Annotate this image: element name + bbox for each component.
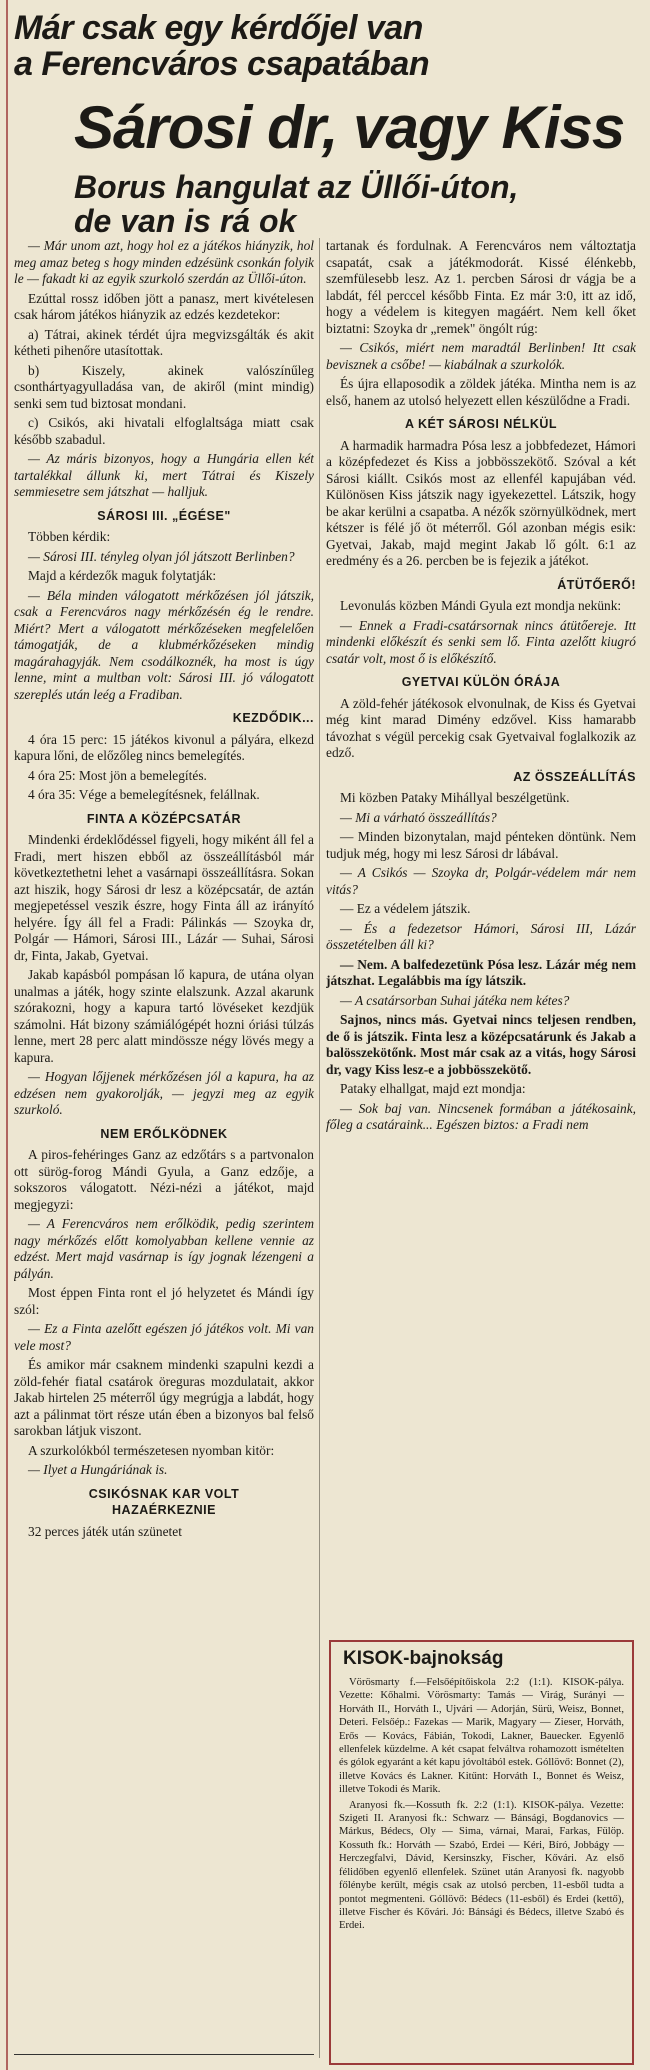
match-report: Aranyosi fk.—Kossuth fk. 2:2 (1:1). KISOK-pálya. Vezette: Szigeti II. Aranyosi fk.: Schwarz — Bánsági, Bogdanovics — Márkus, Bédecs, Oly — Sima, várnai, Marai, Farkas, Fülöp. Kossuth fk.: Horváth — Szabó, Erdei — Kéri, Bíró, Jobbágy — Herczegfalvi, Dávid, Kersinszky, Fischer, Kővári. Az első félidőben egyenlő ellenfelek. Szünet után Aranyosi fk. nagyobb főlénybe került, mégis csak az utolsó percben, 11-esből tudta a pontot megmenteni. Góllövő: Bédecs (11-esből) és Erdei (kettő), illetve Fischer és Kővári. Jó: Bánsági és Bédecs, illetve Szabó és Erdei. bbox=[339, 1799, 624, 1932]
paragraph: A harmadik harmadra Pósa lesz a jobbfedezet, Hámori a középfedezet és Kiss a jobbösszekötő. Szóval a két Sárosi kiállt. Csikós most az ellenfél kapujában véd. Különösen Kiss játszik nagy igyekezettel. Látszik, hogy be akar kerülni a csapatba. A nézők szörnyülködnek, mert kétszer is félé jő öt méterről. Gól azonban mégis esik: Gyetvai, Jakab, majd megint Jakab lő gólt. 6:1 az eredmény és a 26. percben be is fejezik a játékot. bbox=[326, 437, 636, 568]
paragraph: A piros-fehéringes Ganz az edzőtárs s a partvonalon ott sürög-forog Mándi Gyula, a Ganz edzője, a sokszoros válogatott. Nézi-nézi a játékot, majd megjegyzi: bbox=[14, 1147, 314, 1212]
paragraph: Majd a kérdezők maguk folytatják: bbox=[28, 568, 217, 583]
section-heading: AZ ÖSSZEÁLLÍTÁS bbox=[513, 769, 636, 784]
kisok-results-box bbox=[329, 1640, 634, 2065]
paragraph: A zöld-fehér játékosok elvonulnak, de Kiss és Gyetvai még kint marad Dimény edzővel. Kiss hamarabb távozhat s végül percekig csak Gyetvaival foglalkozik az edző. bbox=[326, 695, 636, 760]
section-heading: A KÉT SÁROSI NÉLKÜL bbox=[404, 417, 558, 431]
paragraph: 4 óra 15 perc: 15 játékos kivonul a pályára, elkezd kapura lőni, de előzőleg nincs bemelegítés. bbox=[14, 731, 314, 763]
paragraph: Mindenki érdeklődéssel figyeli, hogy miként áll fel a Fradi, mert hiszen ebből az összeállításból már következtethetni lehet a vasárnapi összeállításra. Sokan azt hiszik, hogy Sárosi dr lesz a középcsatár, de aztán megjepetéssel veszik észre, hogy Finta áll az irányító helyére. Így áll fel a Fradi: Pálinkás — Szoyka dr, Polgár — Hámori, Sárosi III., Lázár — Suhai, Sárosi dr, Finta, Jakab, Gyetvai. bbox=[14, 832, 314, 963]
paragraph: A szurkolókból természetesen nyomban kitör: bbox=[28, 1442, 275, 1458]
right-column bbox=[326, 238, 636, 1618]
left-column bbox=[14, 238, 314, 2058]
main-headline: Sárosi dr, vagy Kiss bbox=[74, 94, 625, 161]
paragraph: — Sárosi III. tényleg olyan jól játszott Berlinben? bbox=[28, 548, 295, 564]
section-heading: ÁTÜTŐERŐ! bbox=[557, 577, 636, 592]
paragraph: — A csatársorban Suhai játéka nem kétes? bbox=[340, 992, 570, 1008]
kicker-line-1: Már csak egy kérdőjel van bbox=[14, 9, 423, 47]
paragraph: — Ilyet a Hungáriának is. bbox=[28, 1462, 168, 1477]
paragraph: — És a fedezetsor Hámori, Sárosi III, Lázár összetételben áll ki? bbox=[326, 920, 636, 952]
paragraph: — Ez a védelem játszik. bbox=[340, 901, 471, 916]
paragraph: Most éppen Finta ront el jó helyzetet és Mándi így szól: bbox=[14, 1285, 314, 1317]
paragraph: — Minden bizonytalan, majd pénteken döntünk. Nem tudjuk még, hogy mi lesz Sárosi dr lábával. bbox=[326, 829, 636, 861]
paragraph: — Ennek a Fradi-csatársornak nincs átütőereje. Itt mindenki előkészít és senki sem lő. Finta azelőtt kiugró csatár volt, most ő is előkészítő. bbox=[326, 617, 636, 666]
paragraph: — A Csikós — Szoyka dr, Polgár-védelem már nem vitás? bbox=[326, 865, 636, 897]
section-heading: GYETVAI KÜLÖN ÓRÁJA bbox=[401, 675, 561, 689]
paragraph: Sajnos, nincs más. Gyetvai nincs teljesen rendben, de ő is játszik. Finta lesz a középcsatárunk és Jakab a balösszekötőnk. Most már csak az a vitás, hogy Sárosi dr, vagy Kiss lesz-e a jobbösszekötő. bbox=[326, 1012, 636, 1077]
column-divider bbox=[319, 238, 320, 2058]
section-heading: SÁROSI III. „ÉGÉSE" bbox=[97, 508, 231, 523]
paragraph: — Mi a várható összeállítás? bbox=[340, 809, 497, 825]
paragraph: Levonulás közben Mándi Gyula ezt mondja nekünk: bbox=[340, 598, 622, 613]
paragraph: És újra ellaposodik a zöldek játéka. Mintha nem is az első, hanem az utolsó helyezett ellen készülődne a Fradi. bbox=[326, 376, 636, 408]
section-heading: HAZAÉRKEZNIE bbox=[112, 1503, 216, 1517]
article-header bbox=[14, 10, 634, 238]
kicker-line-2: a Ferencváros csapatában bbox=[14, 45, 430, 83]
paragraph: 32 perces játék után szünetet bbox=[28, 1523, 182, 1539]
section-heading: NEM ERŐLKÖDNEK bbox=[100, 1126, 228, 1141]
paragraph: 4 óra 25: Most jön a bemelegítés. bbox=[28, 767, 207, 783]
paragraph: Többen kérdik: bbox=[28, 529, 111, 544]
paragraph: Pataky elhallgat, majd ezt mondja: bbox=[340, 1081, 526, 1096]
subheadline-2: de van is rá ok bbox=[74, 203, 297, 239]
paragraph: — Az máris bizonyos, hogy a Hungária ellen két tartalékkal állunk ki, mert Tátrai és Kiszely semmiesetre sem játszhat — halljuk. bbox=[14, 451, 314, 499]
paragraph: — Ez a Finta azelőtt egészen jó játékos volt. Mi van vele most? bbox=[14, 1321, 314, 1353]
paragraph: Mi közben Pataky Mihállyal beszélgetünk. bbox=[340, 790, 570, 805]
paragraph: Jakab kapásból pompásan lő kapura, de utána olyan unalmas a játék, hogy szinte elalszunk. Azzal akarunk szórakozni, hogy a kapura tartó lövéseket kezdjük számolni. Hát bizony számiálógépét hozni óriási túlzás lenne, mert 28 perc alatt mindössze négy lövés megy a kapura. bbox=[14, 967, 314, 1065]
paragraph: — Már unom azt, hogy hol ez a játékos hiányzik, hol meg amaz beteg s hogy minden edzésünk csonkán folyik le — fakadt ki az egyik szurkoló szerdán az Üllői-úton. bbox=[14, 238, 314, 286]
subheadline-1: Borus hangulat az Üllői-úton, bbox=[74, 169, 519, 205]
red-margin-rule bbox=[6, 0, 8, 2070]
kisok-title: KISOK-bajnokság bbox=[343, 1648, 504, 1669]
paragraph: c) Csikós, aki hivatali elfoglaltsága miatt csak később szabadul. bbox=[14, 415, 314, 447]
section-heading: FINTA A KÖZÉPCSATÁR bbox=[86, 811, 242, 826]
paragraph: — Csikós, miért nem maradtál Berlinben! Itt csak bevisznek a csőbe! — kiabálnak a szurkolók. bbox=[326, 340, 636, 372]
paragraph: — Béla minden válogatott mérkőzésen jól játszik, csak a Ferencváros nagy mérkőzésén ég le rendre. Miért? Mert a válogatott mérkőzéseken megfelelően támogatják, de a klubmérkőzéseken mindig magárahagyják. Nem csodálkoznék, ha most is úgy lenne, mint a multban volt: Sárosi III. jó válogatott szereplés után leég a Fradiban. bbox=[14, 587, 314, 702]
paragraph: tartanak és fordulnak. A Ferencváros nem változtatja csapatát, csak a játékmodorát. Kissé élénkebb, szemfülesebb lesz. Az 1. percben Sárosi dr vágja be a labdát, fél perccel később Finta. Ez már 3:0, itt az idő, hogy a védelem is kitegyen magáért. Nem kell őket biztatni: Szoyka dr „remek" öngólt rúg: bbox=[326, 238, 636, 336]
paragraph: b) Kiszely, akinek valószínűleg csonthártyagyulladása van, de akiről (mint mindig) senki sem tud biztosat mondani. bbox=[14, 362, 314, 411]
paragraph: a) Tátrai, akinek térdét újra megvizsgálták és akit kétheti pihenőre utasítottak. bbox=[14, 326, 314, 358]
paragraph: 4 óra 35: Vége a bemelegítésnek, felállnak. bbox=[28, 787, 260, 802]
section-heading: CSIKÓSNAK KAR VOLT bbox=[88, 1486, 240, 1501]
paragraph: — A Ferencváros nem erőlködik, pedig szerintem nagy mérkőzés előtt komolyabban kellene vennie az edzést. Mert majd vasárnap is így jognak lézengeni a pályán. bbox=[14, 1216, 314, 1281]
paragraph: És amikor már csaknem mindenki szapulni kezdi a zöld-fehér fiatal csatárok öreguras mozdulatait, akkor Jakab hirtelen 25 méterről úgy megrúgja a labdát, hogy azt a pálinmat tört része után ében a bizonyos bal felső sarokban látjuk viszont. bbox=[14, 1357, 314, 1438]
paragraph: — Nem. A balfedezetünk Pósa lesz. Lázár még nem játszhat. Legalábbis ma így látszik. bbox=[326, 956, 636, 988]
paragraph: — Hogyan lőjjenek mérkőzésen jól a kapura, ha az edzésen nem gyakorolják, — jegyzi meg az egyik szurkoló. bbox=[14, 1069, 314, 1117]
match-report: Vörösmarty f.—Felsőépítőiskola 2:2 (1:1). KISOK-pálya. Vezette: Kőhalmi. Vörösmarty: Tamás — Virág, Surányi — Horváth II., Horváth I., Ujvári — Adorján, Sürü, Weisz, Bonnet, Deteri. Felsőép.: Fazekas — Marik, Magyary — Zieser, Horváth, Erős — Kovács, Fábián, Tokodi, Lakner, Bauecker. Egyenlő ellenfelek küzdelme. A két csapat felváltva rohamozott ismételten és gólok egyaránt a két kapu jóvoltából estek. Góllövő: Bonnet (2), illetve Kovács és Lakner. Kitűnt: Horváth I., Bonnet és Weisz, illetve Tokodi és Marik. bbox=[339, 1677, 624, 1796]
paragraph: Ezúttal rossz időben jött a panasz, mert kivételesen csak három játékos hiányzik az edzés kezdetekor: bbox=[14, 290, 314, 322]
section-heading: KEZDŐDIK... bbox=[232, 711, 314, 725]
paragraph: — Sok baj van. Nincsenek formában a játékosaink, főleg a csatáraink... Egészen biztos: a Fradi nem bbox=[326, 1100, 636, 1132]
bottom-rule bbox=[14, 2054, 314, 2055]
